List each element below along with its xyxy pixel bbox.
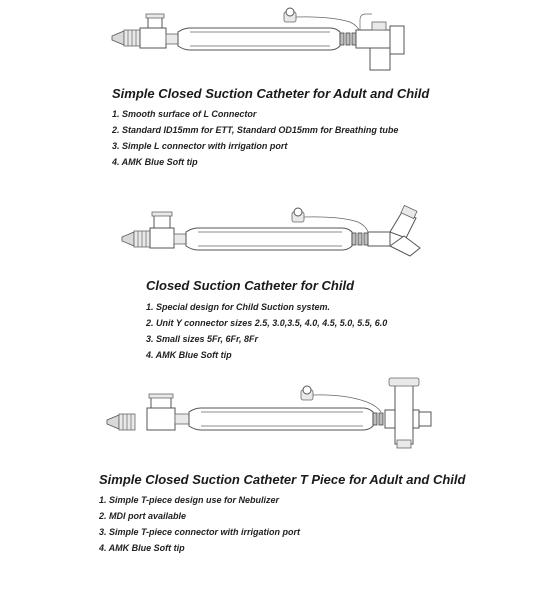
feature-list [112,106,398,170]
list-item: 3. Simple T-piece connector with irrigation port [99,527,301,537]
feature-list [146,299,387,363]
product-adult-child-l-connector [0,0,559,200]
list-item: 1. Special design for Child Suction system. [146,302,331,312]
list-item: 2. Standard ID15mm for ETT, Standard OD15mm for Breathing tube [112,125,399,135]
product-child-y-connector [0,200,559,380]
list-item: 2. Unit Y connector sizes 2.5, 3.0,3.5, 4.0, 4.5, 5.0, 5.5, 6.0 [146,318,388,328]
product-title: Closed Suction Catheter for Child [146,278,355,293]
list-item: 1. Smooth surface of L Connector [112,109,257,119]
list-item: 4. AMK Blue Soft tip [146,350,232,360]
list-item: 4. AMK Blue Soft tip [99,543,185,553]
product-title: Simple Closed Suction Catheter T Piece for Adult and Child [99,472,466,487]
list-item: 2. MDI port available [99,511,187,521]
catheter-l-connector-illustration [110,4,410,74]
list-item: 3. Small sizes 5Fr, 6Fr, 8Fr [146,334,259,344]
product-adult-child-t-piece [0,370,559,600]
feature-list [99,492,300,556]
product-title: Simple Closed Suction Catheter for Adult and Child [112,86,430,101]
catheter-y-connector-illustration [120,200,430,270]
catheter-t-piece-illustration [105,374,435,454]
list-item: 1. Simple T-piece design use for Nebulizer [99,495,280,505]
list-item: 3. Simple L connector with irrigation port [112,141,288,151]
list-item: 4. AMK Blue Soft tip [112,157,198,167]
